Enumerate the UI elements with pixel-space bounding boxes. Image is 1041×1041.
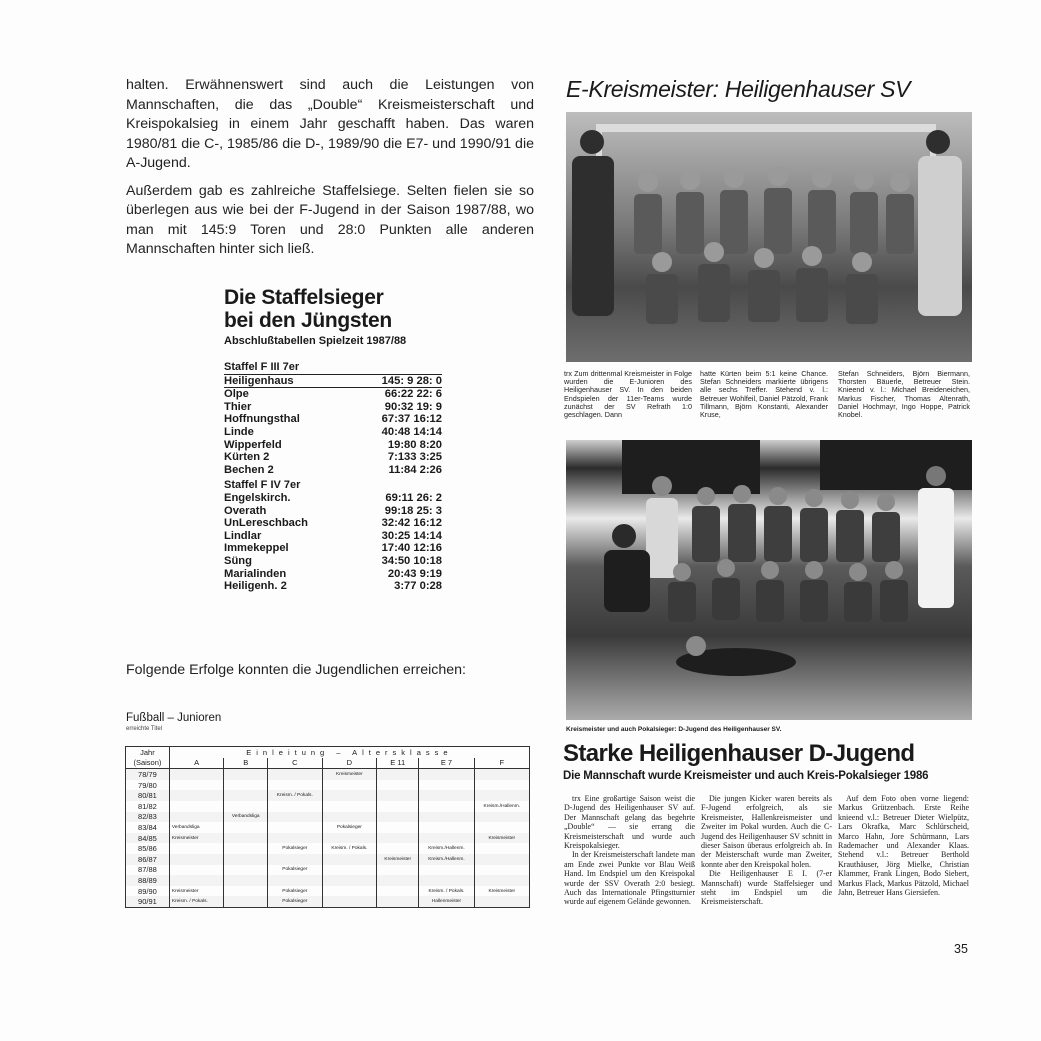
title-cell [268, 812, 323, 823]
table-row: Overath 99:18 25: 3 [224, 504, 442, 517]
title-cell [169, 854, 224, 865]
title-cell [474, 790, 529, 801]
title-cell [377, 812, 419, 823]
table-row: Olpe 66:22 22: 6 [224, 388, 442, 401]
title-cell [322, 833, 377, 844]
year-cell: 86/87 [126, 854, 170, 865]
title-cell [169, 801, 224, 812]
staffel1-title: Staffel F III 7er [224, 361, 300, 373]
table-row [126, 822, 530, 833]
team-photo-d-jugend [566, 440, 972, 720]
class-header: B [224, 758, 268, 769]
title-cell: Pokalsieger [268, 843, 323, 854]
title-cell: Kreism. / Pokals. [322, 843, 377, 854]
class-header: E 7 [419, 758, 474, 769]
table-row [126, 886, 530, 897]
title-cell: Verbandsliga [169, 822, 224, 833]
title-cell [419, 769, 474, 780]
table-row [126, 865, 530, 876]
article-paragraph: Die jungen Kicker waren bereits als F-Jugend erfolgreich, als sie Kreismeister, Hallenkreismeister und Zweiter im Pokal wurden. Auch die C-Jugend des Heiligenhauser SV schnitt in dieser Saison überaus erfolgreich ab. In der Meisterschaft wurde man Zweiter, konnte aber den Kreispokal holen. [701, 794, 832, 869]
article-column-2 [701, 794, 832, 907]
title-cell [268, 801, 323, 812]
title-cell [322, 886, 377, 897]
team-photo-e-jugend [566, 112, 972, 362]
table-row: Thier 90:32 19: 9 [224, 400, 442, 413]
team-photo-e-jugend-image [566, 112, 972, 362]
title-cell [322, 896, 377, 907]
erfolge-text: Folgende Erfolge konnten die Jugendlichen erreichen: [126, 662, 466, 678]
year-cell: 88/89 [126, 875, 170, 886]
title-cell [377, 780, 419, 791]
staffelsieger-subtitle: Abschlußtabellen Spielzeit 1987/88 [224, 335, 407, 347]
table-row [126, 790, 530, 801]
title-cell [224, 886, 268, 897]
junioren-subtitle: erreichte Titel [126, 726, 163, 732]
class-header: C [268, 758, 323, 769]
table-row: Kürten 2 7:133 3:25 [224, 451, 442, 464]
table-row: Wipperfeld 19:80 8:20 [224, 438, 442, 451]
table-row: Hoffnungsthal 67:37 16:12 [224, 413, 442, 426]
title-cell [377, 801, 419, 812]
title-cell [268, 833, 323, 844]
title-cell [224, 780, 268, 791]
title-cell [224, 854, 268, 865]
title-cell [419, 833, 474, 844]
title-cell [224, 896, 268, 907]
d-jugend-subheadline: Die Mannschaft wurde Kreismeister und auch Kreis-Pokalsieger 1986 [563, 770, 929, 782]
article-paragraph: trx Eine großartige Saison weist die D-Jugend des Heiligenhauser SV auf. Der Mannschaft gelang das begehrte „Double“ — sie errang die Kreismeisterschaft und wurde auch Kreispokalsieger. [564, 794, 695, 851]
title-cell: Pokalsieger [268, 865, 323, 876]
article-column-1 [564, 794, 695, 907]
title-cell [377, 833, 419, 844]
title-cell [224, 833, 268, 844]
title-cell [377, 896, 419, 907]
caption-1a: trx Zum drittenmal Kreismeister in Folge wurden die E-Junioren des Heiligenhauser SV. In den beiden Endspielen der 11er-Teams wurde zunächst der SV Refrath 1:0 geschlagen. Dann [564, 369, 692, 420]
title-cell [474, 822, 529, 833]
table-row [126, 896, 530, 907]
header-group: Einleitung – Altersklasse [169, 747, 529, 758]
year-cell: 89/90 [126, 886, 170, 897]
title-cell [419, 865, 474, 876]
title-cell: Kreismeister [322, 769, 377, 780]
title-cell: Pokalsieger [322, 822, 377, 833]
title-cell [268, 854, 323, 865]
title-cell: Pokalsieger [268, 886, 323, 897]
year-cell: 90/91 [126, 896, 170, 907]
staffel2-title: Staffel F IV 7er [224, 479, 301, 492]
year-cell: 85/86 [126, 843, 170, 854]
title-cell: Kreismeister [169, 886, 224, 897]
table-row [126, 769, 530, 780]
title-cell [224, 769, 268, 780]
header-saison: (Saison) [126, 758, 170, 769]
table-row: Heiligenhaus 145: 9 28: 0 [224, 374, 442, 387]
class-header: D [322, 758, 377, 769]
table-row [126, 854, 530, 865]
table-row: Immekeppel 17:40 12:16 [224, 542, 442, 555]
caption-1b: hatte Kürten beim 5:1 keine Chance. Stefan Schneiders markierte übrigens alle sechs Treffer. Stehend v. l.: Betreuer Wohlfeil, Daniel Pätzold, Frank Tillmann, Björn Konstanti, Alexander Kruse, [700, 369, 828, 420]
year-cell: 84/85 [126, 833, 170, 844]
title-cell [169, 780, 224, 791]
title-cell [169, 812, 224, 823]
intro-paragraph-2: Außerdem gab es zahlreiche Staffelsiege. Selten fielen sie so überlegen aus wie bei der F-Jugend in der Saison 1987/88, wo man mit 145:9 Toren und 28:0 Punkten alle anderen Mannschaften hinter sich ließ. [126, 182, 534, 257]
title-cell [419, 790, 474, 801]
year-cell: 81/82 [126, 801, 170, 812]
title-cell: Kreismeister [474, 833, 529, 844]
title-cell [169, 875, 224, 886]
title-cell: Kreism. / Pokals. [268, 790, 323, 801]
table-row [126, 801, 530, 812]
title-cell [419, 875, 474, 886]
caption-1c: Stefan Schneiders, Björn Biermann, Thorsten Bäuerle, Betreuer Stein. Knieend v. l.: Michael Breideneichen, Markus Fischer, Thomas Altenrath, Daniel Hochmayr, Ingo Hoppe, Patrick Knobel. [838, 369, 970, 420]
title-cell [419, 801, 474, 812]
title-cell: Pokalsieger [268, 896, 323, 907]
table-row: Linde 40:48 14:14 [224, 425, 442, 438]
titles-table-body [126, 769, 530, 908]
year-cell: 80/81 [126, 790, 170, 801]
table-row [126, 843, 530, 854]
title-cell [377, 790, 419, 801]
title-cell: Kreism./Hallenm. [419, 854, 474, 865]
title-cell [169, 865, 224, 876]
article-paragraph: In der Kreismeisterschaft landete man am Ende zwei Punkte vor Blau Weiß Hand. Im Endspiel um den Kreispokal wurde der SSV Overath 2:0 besiegt. Auch das Internationale Pfingstturnier wurde auf eigenem Gelände gewonnen. [564, 850, 695, 907]
title-cell [377, 822, 419, 833]
class-header: F [474, 758, 529, 769]
year-cell: 78/79 [126, 769, 170, 780]
junioren-title: Fußball – Junioren [126, 712, 222, 724]
table-row: Süng 34:50 10:18 [224, 554, 442, 567]
title-cell: Kreismeister [474, 886, 529, 897]
title-cell [377, 886, 419, 897]
year-cell: 83/84 [126, 822, 170, 833]
d-jugend-headline: Starke Heiligenhauser D-Jugend [563, 740, 915, 767]
title-cell [224, 843, 268, 854]
title-cell: Kreismeister [377, 854, 419, 865]
title-cell [268, 769, 323, 780]
table-row [126, 875, 530, 886]
title-cell [268, 780, 323, 791]
title-cell [322, 854, 377, 865]
article-paragraph: Auf dem Foto oben vorne liegend: Markus Grützenbach. Erste Reihe knieend v.l.: Betreuer Dieter Wielpütz, Lars Okrafka, Marc Schlürscheid, Marco Hahn, Jore Schürmann, Lars Rademacher und Alexander Klaas. Stehend v.l.: Betreuer Berthold Krauthäuser, Jörg Mielke, Christian Klammer, Frank Lingen, Bodo Siebert, Markus Flack, Markus Pätzold, Michael Jahn, Betreuer Hans Giersiefen. [838, 794, 969, 898]
title-cell [377, 865, 419, 876]
table-row: Marialinden 20:43 9:19 [224, 567, 442, 580]
title-cell [377, 769, 419, 780]
title-cell [474, 769, 529, 780]
title-cell [474, 875, 529, 886]
title-cell [322, 801, 377, 812]
page-number: 35 [954, 942, 968, 956]
title-cell [224, 822, 268, 833]
table-row [126, 780, 530, 791]
title-cell [377, 875, 419, 886]
title-cell [224, 801, 268, 812]
title-cell [224, 790, 268, 801]
table-row: UnLereschbach 32:42 16:12 [224, 517, 442, 530]
caption-2: Kreismeister und auch Pokalsieger: D-Jugend des Heiligenhauser SV. [566, 726, 782, 733]
title-cell: Kreism. / Pokals. [169, 896, 224, 907]
title-cell [474, 843, 529, 854]
title-cell: Kreism./Hallenm. [474, 801, 529, 812]
title-cell [169, 790, 224, 801]
title-cell [474, 865, 529, 876]
title-cell [268, 875, 323, 886]
staffelsieger-box [224, 286, 442, 593]
title-cell: Kreismeister [169, 833, 224, 844]
header-jahr: Jahr [126, 747, 170, 758]
title-cell [419, 822, 474, 833]
intro-text [126, 76, 534, 268]
title-cell [322, 875, 377, 886]
table-row: Heiligenh. 2 3:77 0:28 [224, 580, 442, 593]
e-kreismeister-headline: E-Kreismeister: Heiligenhauser SV [566, 76, 911, 102]
table-row [126, 812, 530, 823]
title-cell [474, 896, 529, 907]
staffelsieger-title-1: Die Staffelsieger [224, 286, 384, 309]
title-cell [322, 790, 377, 801]
class-header: A [169, 758, 224, 769]
title-cell: Hallenmeister [419, 896, 474, 907]
intro-paragraph-1: halten. Erwähnenswert sind auch die Leistungen von Mannschaften, die das „Double“ Kreismeisterschaft und Kreispokalsieg in einem Jahr geschafft haben. Das waren 1980/81 die C-, 1985/86 die D-, 1989/90 die E7- und 1990/91 die A-Jugend. [126, 77, 534, 171]
title-cell [322, 780, 377, 791]
title-cell [474, 780, 529, 791]
title-cell [169, 769, 224, 780]
title-cell [419, 780, 474, 791]
title-cell [419, 812, 474, 823]
title-cell [474, 812, 529, 823]
year-cell: 82/83 [126, 812, 170, 823]
article-paragraph: Die Heiligenhauser E I. (7-er Mannschaft) wurde Staffelsieger und steht im Endspiel um die Kreismeisterschaft. [701, 869, 832, 907]
staffelsieger-title-2: bei den Jüngsten [224, 309, 392, 332]
title-cell [377, 843, 419, 854]
title-cell: Kreism./Hallenm. [419, 843, 474, 854]
year-cell: 87/88 [126, 865, 170, 876]
table-row: Engelskirch. 69:11 26: 2 [224, 491, 442, 504]
title-cell [322, 812, 377, 823]
title-cell [268, 822, 323, 833]
class-header: E 11 [377, 758, 419, 769]
title-cell [322, 865, 377, 876]
team-photo-d-jugend-image [566, 440, 972, 720]
title-cell [474, 854, 529, 865]
league-tables [224, 361, 442, 593]
table-row: Lindlar 30:25 14:14 [224, 529, 442, 542]
titles-table [125, 746, 530, 908]
year-cell: 79/80 [126, 780, 170, 791]
title-cell: Kreism. / Pokals. [419, 886, 474, 897]
title-cell [224, 865, 268, 876]
title-cell: Verbandsliga [224, 812, 268, 823]
article-column-3 [838, 794, 969, 897]
table-row: Bechen 2 11:84 2:26 [224, 463, 442, 476]
table-row [126, 833, 530, 844]
title-cell [169, 843, 224, 854]
title-cell [224, 875, 268, 886]
